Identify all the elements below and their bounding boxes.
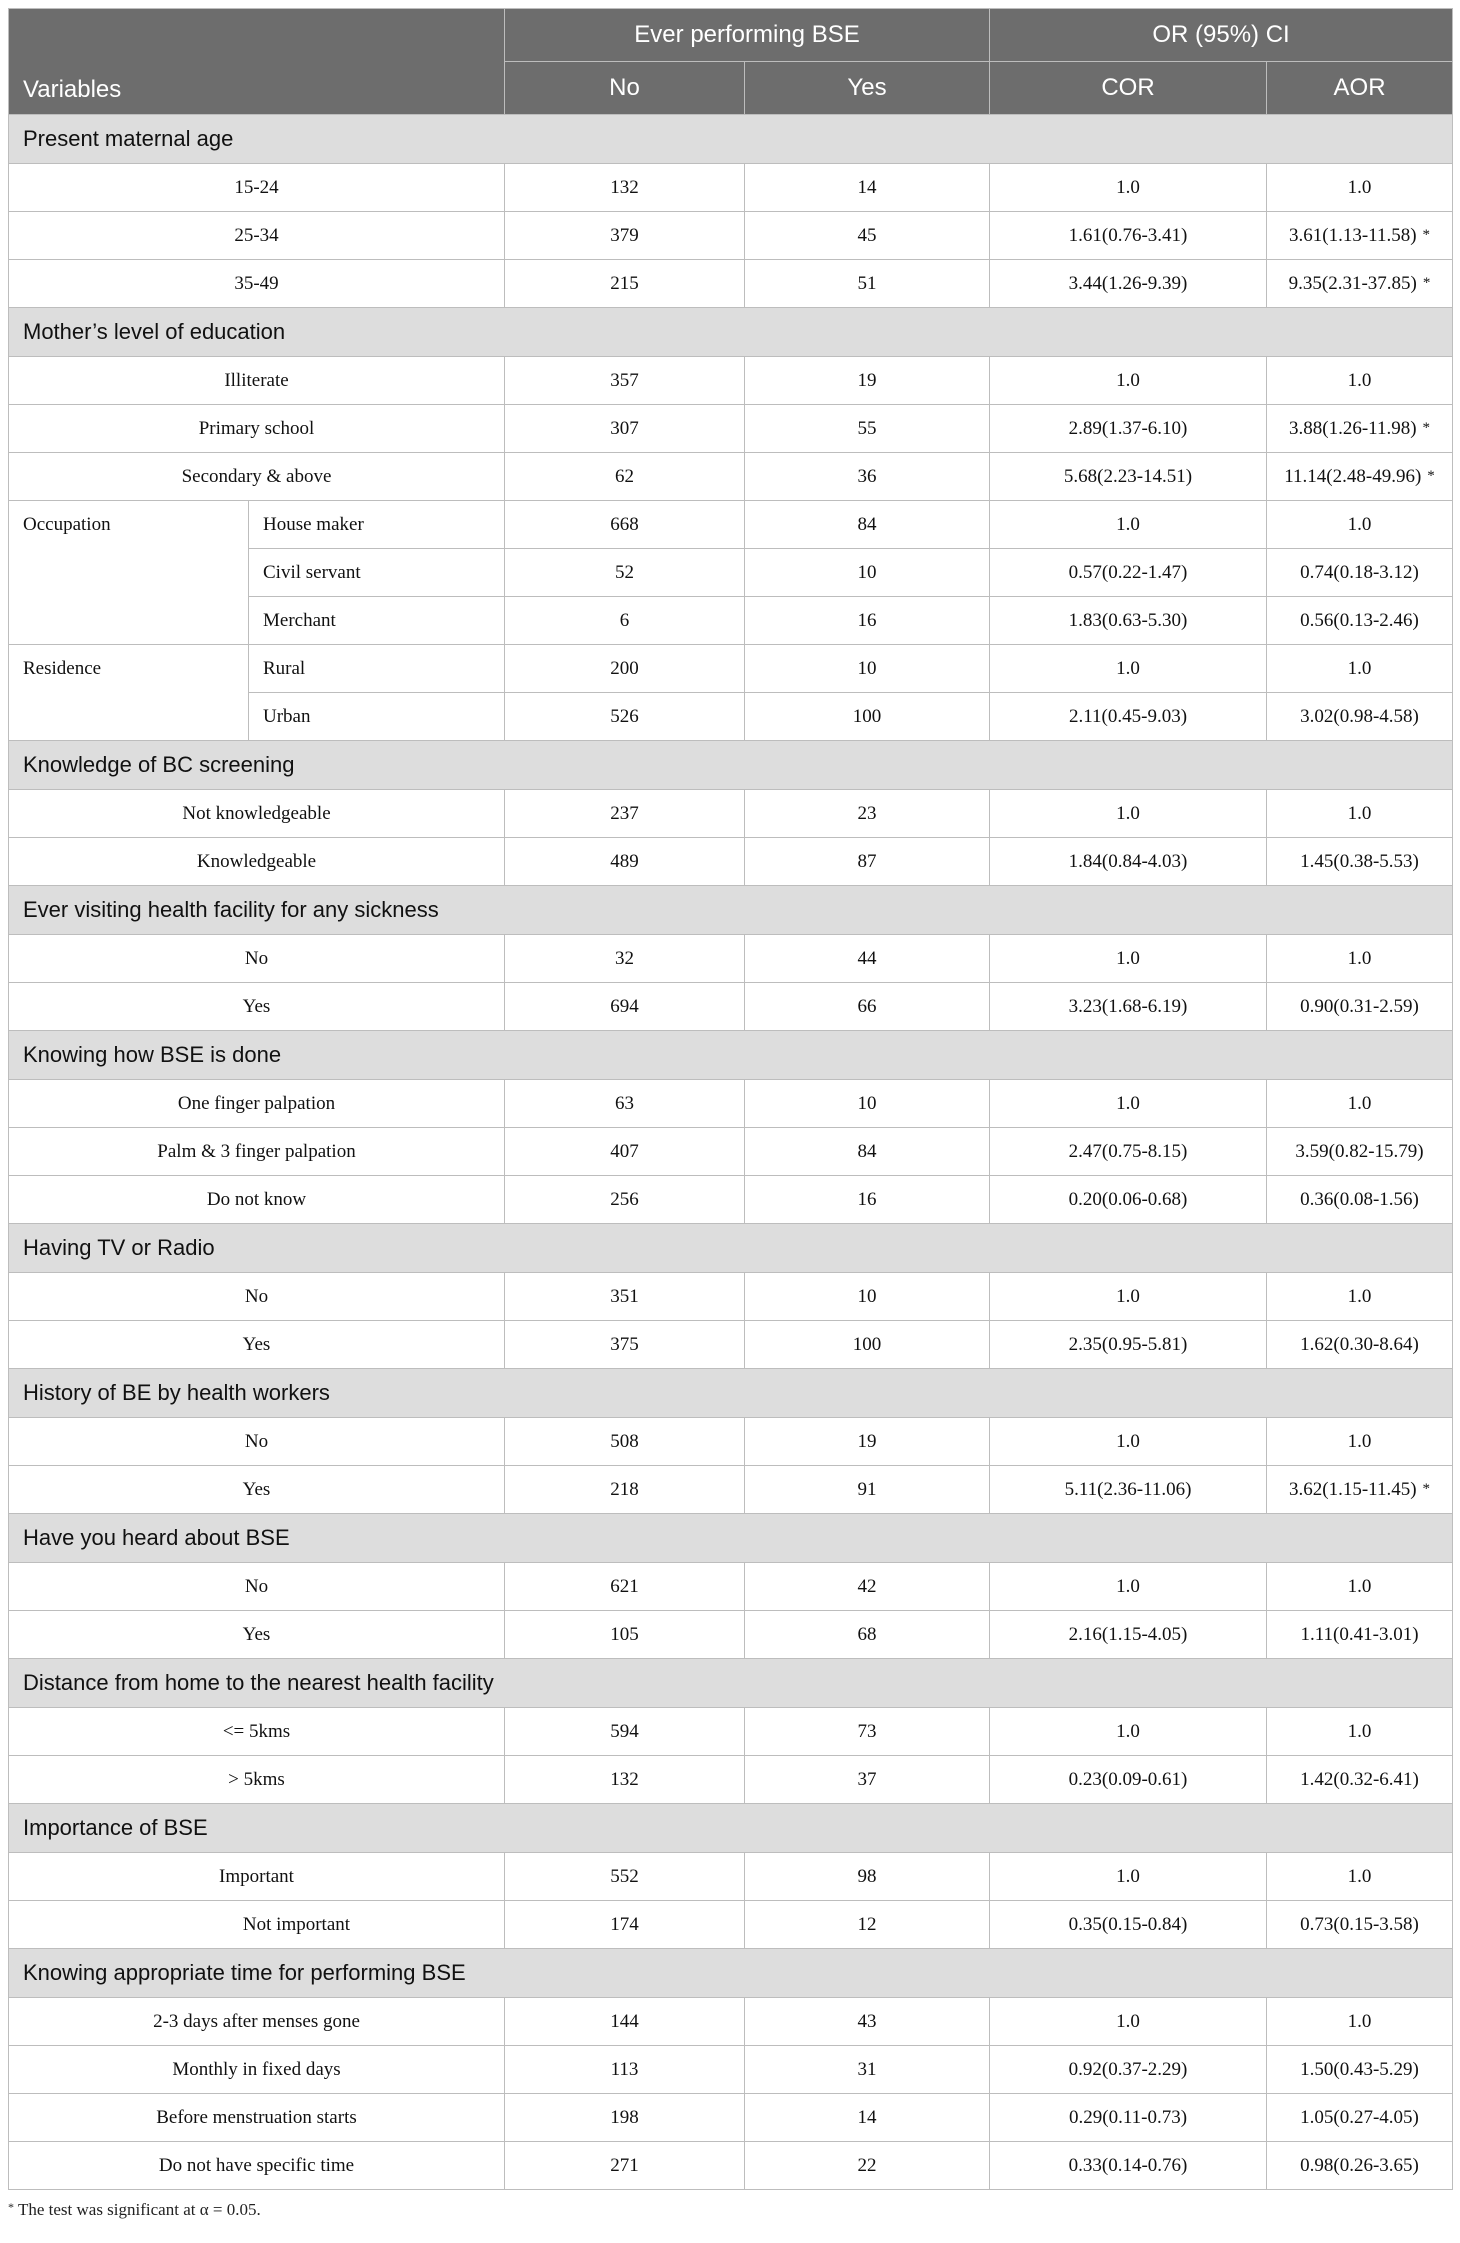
- cell-aor: 1.0: [1267, 1273, 1453, 1321]
- cell-aor: 0.73(0.15-3.58): [1267, 1901, 1453, 1949]
- cell-no: 198: [505, 2094, 745, 2142]
- group-label-residence: Residence: [9, 645, 249, 741]
- cell-cor: 1.0: [990, 790, 1267, 838]
- row-label: 2-3 days after menses gone: [9, 1998, 505, 2046]
- cell-yes: 19: [745, 1418, 990, 1466]
- table-row: [9, 1563, 1453, 1611]
- table-row: [9, 1901, 1453, 1949]
- section-title-age: Present maternal age: [9, 115, 1453, 164]
- row-label: Illiterate: [9, 357, 505, 405]
- row-label: Yes: [9, 1611, 505, 1659]
- header-ever-performing-bse: Ever performing BSE: [505, 9, 990, 62]
- table-row: [9, 1998, 1453, 2046]
- table-container: [8, 8, 1452, 2220]
- section-title-tv: Having TV or Radio: [9, 1224, 1453, 1273]
- section-row: [9, 886, 1453, 935]
- table-row: [9, 405, 1453, 453]
- row-label: No: [9, 1273, 505, 1321]
- section-title-be: History of BE by health workers: [9, 1369, 1453, 1418]
- cell-yes: 22: [745, 2142, 990, 2190]
- section-row: [9, 1369, 1453, 1418]
- cell-aor: 1.0: [1267, 1708, 1453, 1756]
- table-row: [9, 1273, 1453, 1321]
- table-row: [9, 1708, 1453, 1756]
- cell-cor: 3.23(1.68-6.19): [990, 983, 1267, 1031]
- row-label: <= 5kms: [9, 1708, 505, 1756]
- section-title-time: Knowing appropriate time for performing BSE: [9, 1949, 1453, 1998]
- cell-aor: 1.0: [1267, 501, 1453, 549]
- section-title-knowledge: Knowledge of BC screening: [9, 741, 1453, 790]
- cell-cor: 0.92(0.37-2.29): [990, 2046, 1267, 2094]
- section-row: [9, 115, 1453, 164]
- table-row: [9, 2142, 1453, 2190]
- cell-cor: 2.16(1.15-4.05): [990, 1611, 1267, 1659]
- cell-aor: [1267, 357, 1453, 405]
- row-label: One finger palpation: [9, 1080, 505, 1128]
- significance-marker: *: [1422, 274, 1431, 291]
- cell-aor: 0.90(0.31-2.59): [1267, 983, 1453, 1031]
- group-label-occupation: Occupation: [9, 501, 249, 645]
- cell-cor: 1.0: [990, 1853, 1267, 1901]
- row-label: Rural: [249, 645, 505, 693]
- table-row: [9, 790, 1453, 838]
- aor-value: 1.0: [1347, 1430, 1372, 1452]
- cell-yes: 16: [745, 1176, 990, 1224]
- table-row: [9, 1128, 1453, 1176]
- cell-yes: 44: [745, 935, 990, 983]
- cell-yes: 55: [745, 405, 990, 453]
- cell-aor: [1267, 260, 1453, 308]
- header-yes: Yes: [745, 62, 990, 115]
- cell-cor: 0.57(0.22-1.47): [990, 549, 1267, 597]
- cell-aor: 3.59(0.82-15.79): [1267, 1128, 1453, 1176]
- table-row: [9, 935, 1453, 983]
- table-row: [9, 1321, 1453, 1369]
- cell-yes: 42: [745, 1563, 990, 1611]
- header-cor: COR: [990, 62, 1267, 115]
- cell-aor: [1267, 405, 1453, 453]
- cell-aor: 3.02(0.98-4.58): [1267, 693, 1453, 741]
- row-label: Yes: [9, 983, 505, 1031]
- cell-yes: 14: [745, 2094, 990, 2142]
- cell-no: 218: [505, 1466, 745, 1514]
- table-row: [9, 1466, 1453, 1514]
- cell-yes: 98: [745, 1853, 990, 1901]
- cell-aor: 1.05(0.27-4.05): [1267, 2094, 1453, 2142]
- section-row: [9, 1804, 1453, 1853]
- table-row: [9, 164, 1453, 212]
- cell-cor: 0.23(0.09-0.61): [990, 1756, 1267, 1804]
- row-label: Before menstruation starts: [9, 2094, 505, 2142]
- section-title-importance: Importance of BSE: [9, 1804, 1453, 1853]
- cell-no: 6: [505, 597, 745, 645]
- row-label: Knowledgeable: [9, 838, 505, 886]
- table-row: [9, 501, 1453, 549]
- aor-value: 9.35(2.31-37.85): [1288, 272, 1417, 294]
- cell-yes: 23: [745, 790, 990, 838]
- row-label: 35-49: [9, 260, 505, 308]
- cell-cor: 1.83(0.63-5.30): [990, 597, 1267, 645]
- section-title-visit: Ever visiting health facility for any sickness: [9, 886, 1453, 935]
- cell-no: 132: [505, 1756, 745, 1804]
- row-label: No: [9, 1418, 505, 1466]
- section-title-howbse: Knowing how BSE is done: [9, 1031, 1453, 1080]
- cell-aor: [1267, 1466, 1453, 1514]
- cell-cor: 1.0: [990, 1563, 1267, 1611]
- row-label: Do not have specific time: [9, 2142, 505, 2190]
- table-row: [9, 212, 1453, 260]
- cell-no: 508: [505, 1418, 745, 1466]
- aor-value: 3.88(1.26-11.98): [1289, 417, 1417, 439]
- bse-factors-table: [8, 8, 1453, 2190]
- cell-cor: 1.0: [990, 935, 1267, 983]
- aor-value: 1.0: [1347, 369, 1372, 391]
- table-row: [9, 1756, 1453, 1804]
- cell-cor: 1.0: [990, 1080, 1267, 1128]
- cell-yes: 87: [745, 838, 990, 886]
- significance-marker: *: [1422, 1480, 1431, 1497]
- section-row: [9, 741, 1453, 790]
- cell-no: 62: [505, 453, 745, 501]
- table-row: [9, 1611, 1453, 1659]
- cell-aor: 0.74(0.18-3.12): [1267, 549, 1453, 597]
- cell-no: 256: [505, 1176, 745, 1224]
- table-row: [9, 1176, 1453, 1224]
- cell-yes: 10: [745, 549, 990, 597]
- cell-yes: 51: [745, 260, 990, 308]
- cell-cor: 0.29(0.11-0.73): [990, 2094, 1267, 2142]
- cell-cor: 2.35(0.95-5.81): [990, 1321, 1267, 1369]
- row-label: Urban: [249, 693, 505, 741]
- cell-yes: 36: [745, 453, 990, 501]
- cell-cor: 1.0: [990, 501, 1267, 549]
- cell-no: 215: [505, 260, 745, 308]
- cell-yes: 91: [745, 1466, 990, 1514]
- cell-aor: [1267, 212, 1453, 260]
- cell-yes: 45: [745, 212, 990, 260]
- cell-aor: 1.0: [1267, 1080, 1453, 1128]
- cell-cor: 0.33(0.14-0.76): [990, 2142, 1267, 2190]
- cell-yes: 100: [745, 1321, 990, 1369]
- section-title-education: Mother’s level of education: [9, 308, 1453, 357]
- cell-cor: 0.35(0.15-0.84): [990, 1901, 1267, 1949]
- cell-aor: 1.62(0.30-8.64): [1267, 1321, 1453, 1369]
- cell-yes: 66: [745, 983, 990, 1031]
- cell-cor: 2.89(1.37-6.10): [990, 405, 1267, 453]
- cell-cor: 5.11(2.36-11.06): [990, 1466, 1267, 1514]
- footnote-text: The test was significant at α = 0.05.: [17, 2200, 261, 2219]
- cell-aor: 1.45(0.38-5.53): [1267, 838, 1453, 886]
- table-footnote: [8, 2200, 1452, 2220]
- footnote-marker: *: [8, 2200, 14, 2214]
- section-title-distance: Distance from home to the nearest health facility: [9, 1659, 1453, 1708]
- cell-cor: 1.0: [990, 1273, 1267, 1321]
- row-label: Yes: [9, 1466, 505, 1514]
- cell-yes: 73: [745, 1708, 990, 1756]
- significance-marker: *: [1422, 226, 1431, 243]
- cell-no: 357: [505, 357, 745, 405]
- aor-value: 1.0: [1347, 176, 1372, 198]
- table-row: [9, 2046, 1453, 2094]
- cell-yes: 10: [745, 1273, 990, 1321]
- cell-aor: 0.56(0.13-2.46): [1267, 597, 1453, 645]
- cell-cor: 1.0: [990, 164, 1267, 212]
- cell-aor: [1267, 453, 1453, 501]
- cell-aor: [1267, 1418, 1453, 1466]
- cell-cor: 5.68(2.23-14.51): [990, 453, 1267, 501]
- cell-cor: 1.0: [990, 1708, 1267, 1756]
- cell-aor: 1.0: [1267, 645, 1453, 693]
- cell-aor: 1.42(0.32-6.41): [1267, 1756, 1453, 1804]
- cell-no: 594: [505, 1708, 745, 1756]
- row-label: 25-34: [9, 212, 505, 260]
- table-row: [9, 357, 1453, 405]
- cell-cor: 1.0: [990, 645, 1267, 693]
- cell-yes: 12: [745, 1901, 990, 1949]
- row-label: Do not know: [9, 1176, 505, 1224]
- cell-yes: 16: [745, 597, 990, 645]
- cell-no: 379: [505, 212, 745, 260]
- cell-yes: 84: [745, 501, 990, 549]
- cell-aor: 0.98(0.26-3.65): [1267, 2142, 1453, 2190]
- table-row: [9, 1418, 1453, 1466]
- cell-no: 668: [505, 501, 745, 549]
- row-label: 15-24: [9, 164, 505, 212]
- aor-value: 3.61(1.13-11.58): [1289, 224, 1417, 246]
- cell-cor: 1.0: [990, 357, 1267, 405]
- cell-yes: 10: [745, 1080, 990, 1128]
- cell-no: 621: [505, 1563, 745, 1611]
- cell-cor: 2.47(0.75-8.15): [990, 1128, 1267, 1176]
- table-row: [9, 1853, 1453, 1901]
- header-aor: AOR: [1267, 62, 1453, 115]
- cell-no: 174: [505, 1901, 745, 1949]
- cell-no: 113: [505, 2046, 745, 2094]
- cell-no: 375: [505, 1321, 745, 1369]
- cell-cor: 1.0: [990, 1418, 1267, 1466]
- cell-no: 351: [505, 1273, 745, 1321]
- cell-no: 271: [505, 2142, 745, 2190]
- section-row: [9, 1514, 1453, 1563]
- cell-aor: 1.11(0.41-3.01): [1267, 1611, 1453, 1659]
- header-no: No: [505, 62, 745, 115]
- row-label: Not important: [9, 1901, 505, 1949]
- cell-aor: 1.0: [1267, 790, 1453, 838]
- cell-cor: 2.11(0.45-9.03): [990, 693, 1267, 741]
- cell-yes: 37: [745, 1756, 990, 1804]
- section-row: [9, 1031, 1453, 1080]
- cell-no: 694: [505, 983, 745, 1031]
- section-title-heard: Have you heard about BSE: [9, 1514, 1453, 1563]
- cell-aor: [1267, 164, 1453, 212]
- cell-yes: 43: [745, 1998, 990, 2046]
- cell-yes: 100: [745, 693, 990, 741]
- aor-value: 11.14(2.48-49.96): [1284, 465, 1422, 487]
- cell-cor: 1.84(0.84-4.03): [990, 838, 1267, 886]
- cell-no: 144: [505, 1998, 745, 2046]
- header-variables: Variables: [9, 9, 505, 115]
- header-row-1: [9, 9, 1453, 62]
- cell-cor: 1.0: [990, 1998, 1267, 2046]
- cell-no: 52: [505, 549, 745, 597]
- row-label: Not knowledgeable: [9, 790, 505, 838]
- row-label: Monthly in fixed days: [9, 2046, 505, 2094]
- cell-no: 407: [505, 1128, 745, 1176]
- row-label: No: [9, 935, 505, 983]
- cell-aor: 0.36(0.08-1.56): [1267, 1176, 1453, 1224]
- cell-yes: 19: [745, 357, 990, 405]
- cell-no: 200: [505, 645, 745, 693]
- section-row: [9, 1224, 1453, 1273]
- section-row: [9, 1949, 1453, 1998]
- table-row: [9, 838, 1453, 886]
- table-row: [9, 645, 1453, 693]
- aor-value: 3.62(1.15-11.45): [1289, 1478, 1417, 1500]
- cell-no: 237: [505, 790, 745, 838]
- row-label: Civil servant: [249, 549, 505, 597]
- cell-yes: 14: [745, 164, 990, 212]
- cell-aor: 1.0: [1267, 1853, 1453, 1901]
- row-label: Secondary & above: [9, 453, 505, 501]
- row-label: Palm & 3 finger palpation: [9, 1128, 505, 1176]
- cell-yes: 68: [745, 1611, 990, 1659]
- header-or-ci: OR (95%) CI: [990, 9, 1453, 62]
- cell-aor: 1.0: [1267, 1563, 1453, 1611]
- section-row: [9, 308, 1453, 357]
- cell-no: 132: [505, 164, 745, 212]
- row-label: Primary school: [9, 405, 505, 453]
- row-label: No: [9, 1563, 505, 1611]
- cell-no: 105: [505, 1611, 745, 1659]
- row-label: House maker: [249, 501, 505, 549]
- significance-marker: *: [1427, 467, 1435, 484]
- cell-yes: 31: [745, 2046, 990, 2094]
- cell-aor: 1.0: [1267, 1998, 1453, 2046]
- cell-aor: 1.50(0.43-5.29): [1267, 2046, 1453, 2094]
- cell-cor: 0.20(0.06-0.68): [990, 1176, 1267, 1224]
- table-row: [9, 2094, 1453, 2142]
- row-label: > 5kms: [9, 1756, 505, 1804]
- cell-no: 307: [505, 405, 745, 453]
- table-row: [9, 983, 1453, 1031]
- section-row: [9, 1659, 1453, 1708]
- cell-cor: 1.61(0.76-3.41): [990, 212, 1267, 260]
- cell-no: 32: [505, 935, 745, 983]
- cell-no: 526: [505, 693, 745, 741]
- row-label: Yes: [9, 1321, 505, 1369]
- cell-no: 63: [505, 1080, 745, 1128]
- cell-no: 552: [505, 1853, 745, 1901]
- table-row: [9, 453, 1453, 501]
- cell-yes: 10: [745, 645, 990, 693]
- cell-yes: 84: [745, 1128, 990, 1176]
- table-row: [9, 1080, 1453, 1128]
- significance-marker: *: [1422, 419, 1431, 436]
- cell-cor: 3.44(1.26-9.39): [990, 260, 1267, 308]
- row-label: Important: [9, 1853, 505, 1901]
- cell-aor: 1.0: [1267, 935, 1453, 983]
- row-label: Merchant: [249, 597, 505, 645]
- cell-no: 489: [505, 838, 745, 886]
- table-row: [9, 260, 1453, 308]
